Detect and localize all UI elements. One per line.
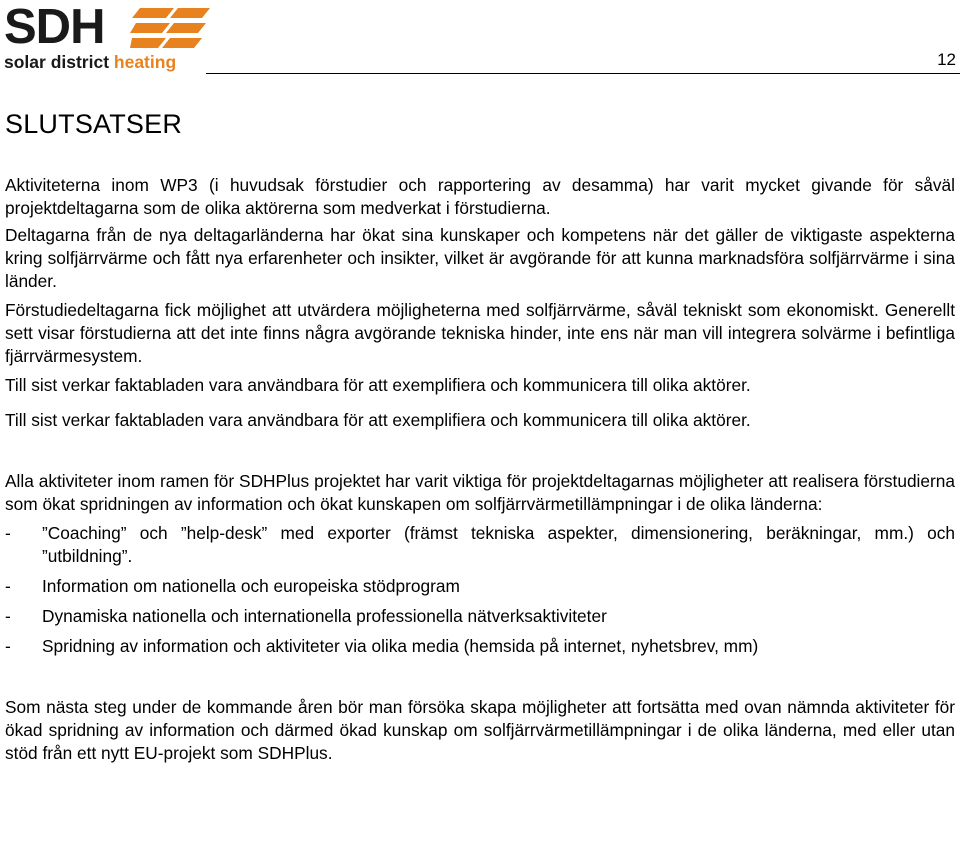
page-content xyxy=(5,100,955,765)
logo-tagline xyxy=(4,52,176,72)
paragraph: Till sist verkar faktabladen vara användbara för att exemplifiera och kommunicera till olika aktörer. xyxy=(5,375,751,395)
paragraph: Förstudiedeltagarna fick möjlighet att utvärdera möjligheterna med solfjärrvärme, såväl tekniskt som ekonomiskt. Generellt sett visar förstudierna att det inte finns några avgörande tekniska hinder, inte ens när man vill integrera solvärme i befintliga fjärrvärmesystem. xyxy=(5,300,955,366)
list-item xyxy=(5,575,955,598)
list-marker: - xyxy=(5,523,11,543)
header-rule xyxy=(206,73,960,74)
logo-tagline-highlight: heating xyxy=(113,52,177,72)
list-item xyxy=(5,605,955,628)
section-title: SLUTSATSER xyxy=(5,109,183,139)
paragraph: Deltagarna från de nya deltagarländerna har ökat sina kunskaper och kompetens när det gäller de viktigaste aspekterna kring solfjärrvärme och fått nya erfarenheter och insikter, vilket är avgörande för att kunna marknadsföra solfjärrvärme i sina länder. xyxy=(5,225,955,291)
list-item-text: Information om nationella och europeiska stödprogram xyxy=(42,576,460,596)
list-item-text: Dynamiska nationella och internationella professionella nätverksaktiviteter xyxy=(42,606,607,626)
list-item xyxy=(5,635,955,658)
list-marker: - xyxy=(5,576,11,596)
paragraph: Till sist verkar faktabladen vara användbara för att exemplifiera och kommunicera till olika aktörer. xyxy=(5,410,751,430)
sdh-logo xyxy=(4,2,210,74)
list-item xyxy=(5,522,955,568)
list-item-text: Spridning av information och aktiviteter via olika media (hemsida på internet, nyhetsbrev, mm) xyxy=(42,636,759,656)
closing-paragraph: Som nästa steg under de kommande åren bör man försöka skapa möjligheter att fortsätta med ovan nämnda aktiviteter för ökad spridning av information och därmed ökad kunskap om solfjärrvärmetillämpningar i de olika länderna, med eller utan stöd från ett nytt EU-projekt som SDHPlus. xyxy=(5,697,955,763)
page-header xyxy=(0,0,960,76)
paragraph: Aktiviteterna inom WP3 (i huvudsak förstudier och rapportering av desamma) har varit mycket givande för såväl projektdeltagarna som de olika aktörerna som medverkat i förstudierna. xyxy=(5,175,955,218)
list-marker: - xyxy=(5,636,11,656)
logo-stripes-icon xyxy=(130,8,210,48)
list-marker: - xyxy=(5,606,11,626)
logo-tagline-prefix: solar district xyxy=(4,52,114,72)
paragraph: Alla aktiviteter inom ramen för SDHPlus projektet har varit viktiga för projektdeltagarnas möjligheter att realisera förstudierna som ökat spridningen av information och ökat kunskapen om solfjärrvärmetillämpningar i de olika länderna: xyxy=(5,471,955,514)
page-number: 12 xyxy=(937,50,956,69)
logo-wordmark: SDH xyxy=(4,0,105,54)
list-item-text: ”Coaching” och ”help-desk” med exporter (främst tekniska aspekter, dimensionering, beräkningar, mm.) och ”utbildning”. xyxy=(42,523,955,566)
activity-list xyxy=(5,522,955,658)
